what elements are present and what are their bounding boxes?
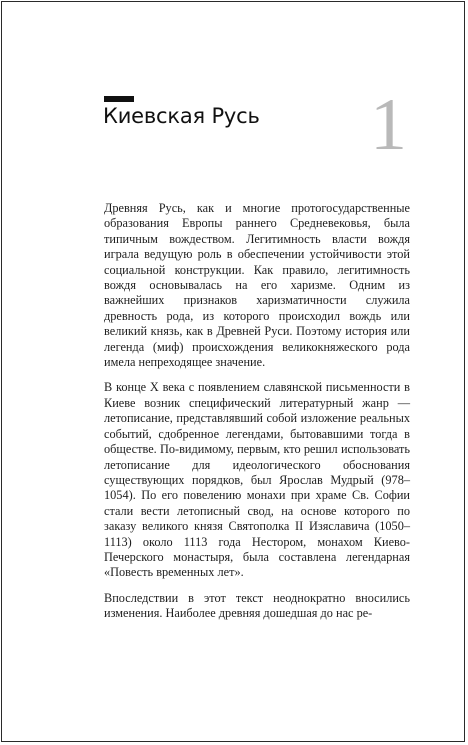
chapter-title: Киевская Русь xyxy=(103,104,260,128)
paragraph: Впоследствии в этот текст неоднократно вносились изменения. Наиболее древняя дошедшая до нас ре- xyxy=(104,590,410,621)
paragraph: В конце X века с появлением славянской письменности в Киеве возник специфический литературный жанр — летописание, представлявший собой изложение реальных событий, сдобренное легендами, бытовавшими тогда в обществе. По-видимому, первым, кто решил использовать летописание для идеологического обоснования существующих порядков, был Ярослав Мудрый (978–1054). По его повелению монахи при храме Св. Софии стали вести летописный свод, на основе которого по заказу великого князя Святополка II Изяславича (1050–1113) около 1113 года Нестором, монахом Киево-Печерского монастыря, была составлена легендарная «Повесть временных лет». xyxy=(104,380,410,580)
chapter-rule xyxy=(104,96,134,102)
paragraph: Древняя Русь, как и многие протогосударственные образования Европы раннего Средневековья, была типичным вождеством. Легитимность власти вождя играла ведущую роль в обеспечении устойчивости этой социальной конструкции. Как правило, легитимность вождя основывалась на его харизме. Одним из важнейших признаков харизматичности служила древность рода, из которого происходил вождь или великий князь, как в Древней Руси. Поэтому история или легенда (миф) происхождения великокняжеского рода имела непреходящее значение. xyxy=(104,201,410,370)
body-text xyxy=(104,201,410,622)
chapter-number: 1 xyxy=(370,84,407,166)
